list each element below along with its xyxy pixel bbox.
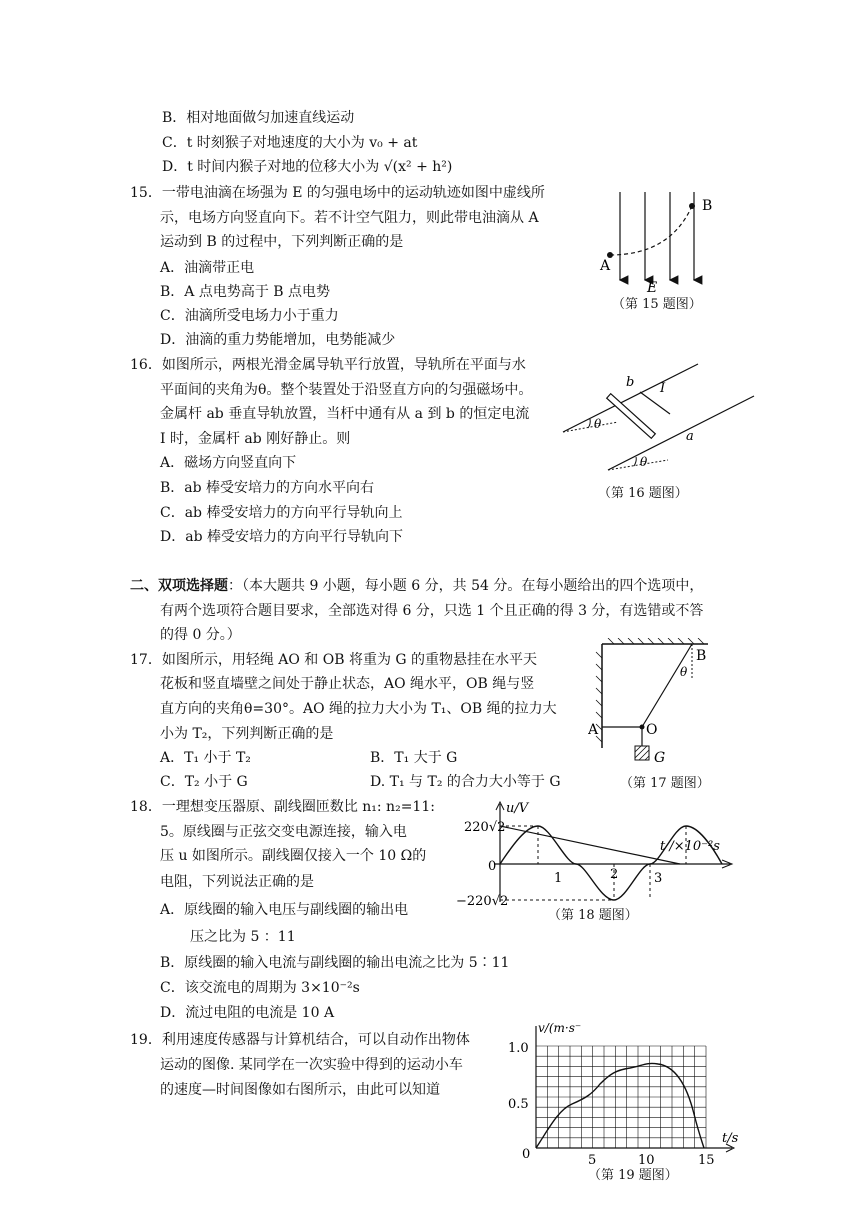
label-b: B xyxy=(702,198,713,214)
label-e: E xyxy=(647,280,658,296)
x-label: t/s xyxy=(722,1131,739,1146)
rod-ab xyxy=(607,394,656,439)
q15-stem-3: 运动到 B 的过程中，下列判断正确的是 xyxy=(160,234,404,250)
q18-stem-2: 5。原线圈与正弦交变电源连接，输入电 xyxy=(160,824,407,840)
label-o: O xyxy=(646,722,658,738)
y-label: v/(m·s⁻ xyxy=(538,1021,582,1035)
q16-caption: （第 16 题图） xyxy=(598,486,688,501)
label-a: A xyxy=(588,722,599,738)
label-b: b xyxy=(626,375,635,390)
q15-caption: （第 15 题图） xyxy=(612,297,702,312)
q15-option-d: D．油滴的重力势能增加，电势能减少 xyxy=(160,332,396,348)
q16-figure xyxy=(558,360,768,475)
tick-3: 3 xyxy=(654,871,663,886)
q17-option-c: C．T₂ 小于 G xyxy=(160,774,248,790)
q15-stem-2: 示，电场方向竖直向下。若不计空气阻力，则此带电油滴从 A xyxy=(160,210,539,226)
label-a: A xyxy=(600,258,611,274)
q18-option-a-1: A．原线圈的输入电压与副线圈的输出电 xyxy=(160,902,409,918)
q17-stem-2: 花板和竖直墙壁之间处于静止状态，AO 绳水平，OB 绳与竖 xyxy=(160,676,535,692)
tick-2: 2 xyxy=(610,867,619,882)
q14-option-b: B．相对地面做匀加速直线运动 xyxy=(162,110,355,126)
q17-option-b: B．T₁ 大于 G xyxy=(370,750,458,766)
q18-stem-4: 电阻，下列说法正确的是 xyxy=(160,874,314,890)
current-arrow xyxy=(640,392,670,414)
section2-header-3: 的得 0 分。） xyxy=(160,627,241,643)
q19-figure xyxy=(500,1018,750,1168)
trajectory xyxy=(610,206,692,255)
q17-stem-3: 直方向的夹角θ=30°。AO 绳的拉力大小为 T₁、OB 绳的拉力大 xyxy=(160,701,557,717)
q17-figure xyxy=(588,638,718,770)
q19-stem-3: 的速度—时间图像如右图所示，由此可以知道 xyxy=(160,1082,440,1098)
label-theta: θ xyxy=(640,455,648,469)
q16-option-d: D．ab 棒受安培力的方向平行导轨向下 xyxy=(160,529,403,545)
q17-option-d: D. T₁ 与 T₂ 的合力大小等于 G xyxy=(370,774,561,790)
y-bottom-label: −220√2 xyxy=(456,894,509,908)
y-top-label: 220√2 xyxy=(464,820,506,835)
q15-option-c: C．油滴所受电场力小于重力 xyxy=(160,308,339,324)
q17-option-a: A．T₁ 小于 T₂ xyxy=(160,750,251,766)
q16-option-a: A．磁场方向竖直向下 xyxy=(160,455,297,471)
q16-stem-4: I 时，金属杆 ab 刚好静止。则 xyxy=(160,431,351,447)
q18-caption: （第 18 题图） xyxy=(548,908,638,923)
q16-option-b: B．ab 棒受安培力的方向水平向右 xyxy=(160,480,375,496)
q17-stem-4: 小为 T₂，下列判断正确的是 xyxy=(160,726,334,742)
label-a: a xyxy=(686,429,694,444)
q14-option-c: C．t 时刻猴子对地速度的大小为 v₀ + at xyxy=(162,135,418,151)
q15-figure xyxy=(590,180,740,300)
rope-ob xyxy=(642,644,692,727)
y-tick-05: 0.5 xyxy=(508,1097,529,1112)
q15-stem-1: 15．一带电油滴在场强为 E 的匀强电场中的运动轨迹如图中虚线所 xyxy=(130,185,545,201)
grid xyxy=(536,1046,706,1148)
section2-header-1: 二、双项选择题：（本大题共 9 小题，每小题 6 分，共 54 分。在每小题给出的四个选项中， xyxy=(130,578,704,594)
point-b xyxy=(689,203,695,209)
q19-stem-2: 运动的图像. 某同学在一次实验中得到的运动小车 xyxy=(160,1057,463,1073)
origin-label: 0 xyxy=(522,1147,531,1162)
q19-stem-1: 19．利用速度传感器与计算机结合，可以自动作出物体 xyxy=(130,1032,470,1048)
knot-o xyxy=(640,725,645,730)
x-tick-5: 5 xyxy=(588,1153,597,1168)
q19-caption: （第 19 题图） xyxy=(588,1168,678,1183)
x-tick-15: 15 xyxy=(698,1153,715,1168)
label-g: G xyxy=(654,750,666,766)
tick-1: 1 xyxy=(554,871,563,886)
section2-header-2: 有两个选项符合题目要求，全部选对得 6 分，只选 1 个且正确的得 3 分，有选错或不答 xyxy=(160,603,704,619)
q18-option-a-2: 压之比为 5 ：11 xyxy=(190,929,296,945)
velocity-curve xyxy=(536,1063,704,1148)
origin-label: 0 xyxy=(488,859,497,874)
q16-stem-3: 金属杆 ab 垂直导轨放置，当杆中通有从 a 到 b 的恒定电流 xyxy=(160,406,530,422)
voltage-curve xyxy=(500,826,722,900)
q14-option-d: D．t 时间内猴子对地的位移大小为 √(x² + h²) xyxy=(162,159,453,175)
label-i: I xyxy=(660,381,666,396)
q18-stem-1: 18．一理想变压器原、副线圈匝数比 n₁: n₂=11: xyxy=(130,799,435,815)
label-b: B xyxy=(696,648,707,664)
guide-line xyxy=(500,826,680,864)
x-tick-10: 10 xyxy=(638,1153,655,1168)
q18-figure xyxy=(450,798,740,908)
q17-caption: （第 17 题图） xyxy=(620,776,710,791)
q18-stem-3: 压 u 如图所示。副线圈仅接入一个 10 Ω的 xyxy=(160,848,427,864)
q18-option-c: C．该交流电的周期为 3×10⁻²s xyxy=(160,980,360,996)
label-theta: θ xyxy=(680,665,688,679)
q17-stem-1: 17．如图所示，用轻绳 AO 和 OB 将重为 G 的重物悬挂在水平天 xyxy=(130,652,538,668)
q16-option-c: C．ab 棒受安培力的方向平行导轨向上 xyxy=(160,505,403,521)
q16-stem-2: 平面间的夹角为θ。整个装置处于沿竖直方向的匀强磁场中。 xyxy=(160,382,533,398)
q15-option-a: A．油滴带正电 xyxy=(160,260,255,276)
rail-lower xyxy=(608,396,754,470)
q15-option-b: B．A 点电势高于 B 点电势 xyxy=(160,284,331,300)
x-label: t /×10⁻²s xyxy=(660,839,720,854)
y-tick-1: 1.0 xyxy=(508,1041,529,1056)
q18-option-d: D．流过电阻的电流是 10 A xyxy=(160,1005,335,1021)
q18-option-b: B．原线圈的输入电流与副线圈的输出电流之比为 5∶11 xyxy=(160,955,510,971)
y-label: u/V xyxy=(506,801,529,816)
q16-stem-1: 16．如图所示，两根光滑金属导轨平行放置，导轨所在平面与水 xyxy=(130,357,526,373)
label-theta: θ xyxy=(594,417,602,431)
